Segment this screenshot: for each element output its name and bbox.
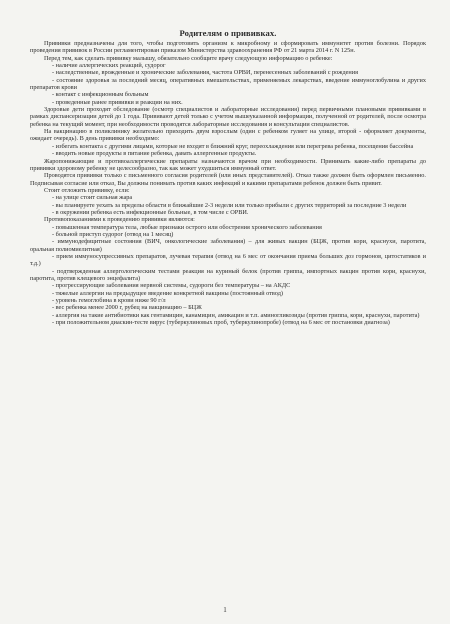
list-item: - в окружении ребенка есть инфекционные больные, в том числе с ОРВИ. [52,208,249,216]
paragraph: Прививки предназначены для того, чтобы подготовить организм к микробному и сформировать иммунитет против болезни. Порядок проведения прививок в России регламентирован приказом Министерства здравоохранения РФ от 21 марта 2014 г. N 125н. [30,40,426,55]
list-item: - наличие аллергических реакций, судорог [52,62,166,70]
list-item: - вес ребенка менее 2000 г, рубец на вакцинацию – БЦЖ [52,304,202,312]
list-item: - иммунодефицитные состояния (ВИЧ, онкологические заболевания) – для живых вакцин (БЦЖ, против кори, краснухи, паротита, оральная полиомиелитная) [30,238,426,253]
paragraph: Жаропонижающие и противоаллергические препараты назначаются врачом при необходимости. Принимать какие-либо препараты до прививки здоровому ребенку не целесообразно, так как может ухудшиться иммунный ответ. [30,157,426,172]
paragraph: Противопоказаниями к проведению прививки являются: [44,216,195,224]
document-body [30,40,426,326]
list-item: - аллергия на такие антибиотики как гентамицин, канамицин, амикацин и т.п. аминогликозиды (против гриппа, кори, краснухи, паротита) [52,311,420,319]
list-item: - прогрессирующие заболевания нервной системы, судороги без температуры – на АКДС [52,282,291,290]
list-item: - контакт с инфекционным больным [52,91,149,99]
paragraph: Здоровые дети проходят обследование (осмотр специалистов и лабораторные исследования) перед первичными плановыми прививками в рамках диспансеризации детей до 1 года. Прививают детей только с учетом вышеуказанной информации, полученной от родителей, после осмотра ребенка на текущий момент, при необходимости проводятся лабораторные исследования и консультации специалистов. [30,106,426,128]
list-item: - избегать контакта с другими лицами, которые не входят в ближний круг, переохлаждения или перегрева ребенка, посещения бассейна [52,142,414,150]
list-item: - вы планируете уехать за пределы области в ближайшие 2-3 недели или только прибыли с других территорий за последние 3 недели [52,201,407,209]
document-title: Родителям о прививках. [179,28,277,38]
list-item: - наследственные, врожденные и хронические заболевания, частота ОРВИ, перенесенных заболеваний с рождения [52,69,358,77]
paragraph: На вакцинацию в поликлинику желательно приходить двум взрослым (один с ребенком гуляет на улице, второй - оформляет документы, ожидает очередь). В день прививки необходимо: [30,128,426,143]
page-number: 1 [223,606,227,614]
list-item: - тяжелые аллергии на предыдущее введение конкретной вакцины (постоянный отвод) [52,289,284,297]
list-item: - больной приступ судорог (отвод на 1 месяц) [52,230,174,238]
list-item: - проведенные ранее прививки и реакции на них. [52,98,183,106]
list-item: - уровень гемоглобина в крови ниже 90 г/л [52,297,166,305]
list-item: - вводить новые продукты в питание ребенка, давать аллергенные продукты. [52,150,257,158]
paragraph: Проводятся прививки только с письменного согласия родителей (или иных представителей). Отказ также должен быть оформлен письменно. Подписывая согласие или отказ, Вы должны понимать против каких инфекций и какими препаратами ребенок должен быть привит. [30,172,426,187]
list-item: - на улице стоит сильная жара [52,194,133,202]
list-item: - состояние здоровья за последний месяц, оперативных вмешательствах, применяемых лекарствах, введение иммуноглобулина и других препаратов крови [30,76,426,92]
list-item: - при положительном диаскин-тесте вирус (туберкулиновых проб, туберкулинопробе) (отвод на 6 мес от постановки диагноза) [52,319,390,327]
list-item: - повышенная температура тела, любые признаки острого или обострения хронического заболевания [52,223,322,231]
list-item: - прием иммуносупрессивных препаратов, лучевая терапия (отвод на 6 мес от окончания приема больших доз гормонов, цитостатиков и т.д.) [30,252,426,268]
paragraph: Перед тем, как сделать прививку малышу, обязательно сообщите врачу следующую информацию о ребенке: [44,54,333,62]
paragraph: Стоит отложить прививку, если: [44,186,130,194]
list-item: - подтвержденная аллергологическим тестами реакция на куриный белок (против гриппа, импортных вакцин против кори, краснухи, паротита, против клещевого энцефалита) [30,267,426,282]
